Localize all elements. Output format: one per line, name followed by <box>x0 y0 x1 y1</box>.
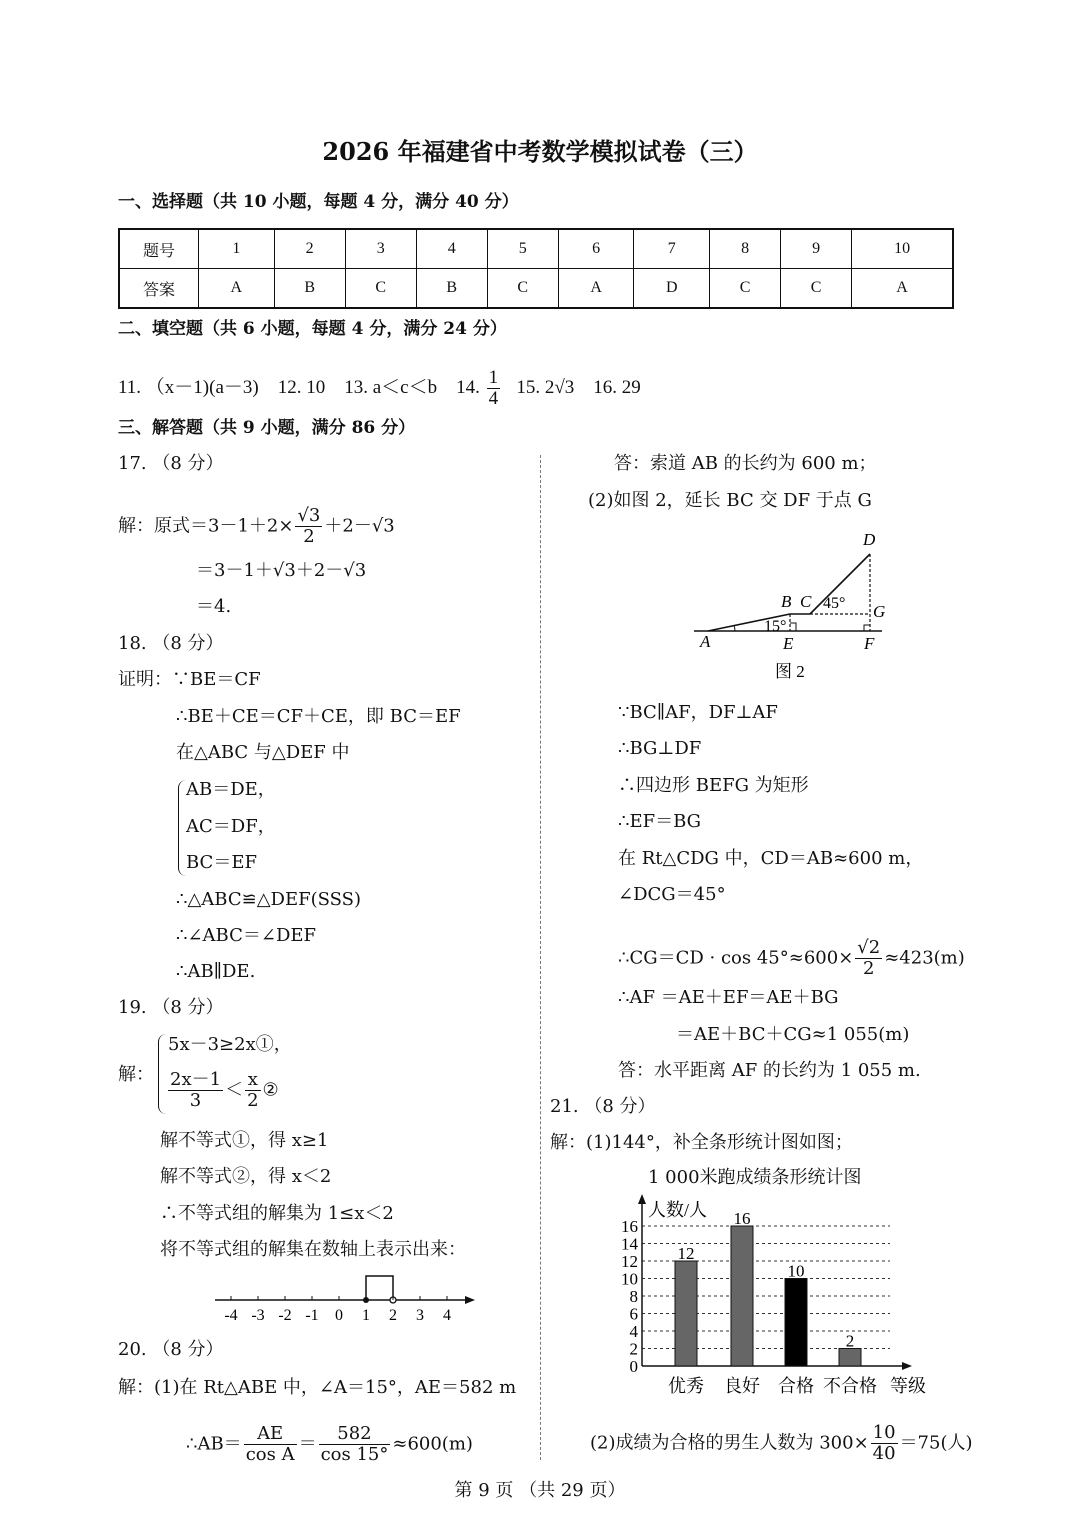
bar-value-label: 12 <box>677 1244 695 1263</box>
q19-line: 将不等式组的解集在数轴上表示出来： <box>160 1239 466 1260</box>
axis-tick-label: 4 <box>443 1307 451 1324</box>
bar-value-label: 16 <box>733 1209 751 1228</box>
number-line <box>205 1268 485 1328</box>
answer-cell: A <box>558 269 634 309</box>
q20-answer1: 答：索道 AB 的长约为 600 m； <box>614 453 877 474</box>
x-category-label: 优秀 <box>668 1376 704 1396</box>
q19-heading: 19. （8 分） <box>118 997 224 1018</box>
svg-text:G: G <box>873 602 886 621</box>
chart-title: 1 000米跑成绩条形统计图 <box>648 1167 862 1188</box>
svg-text:15°: 15° <box>764 618 787 635</box>
bar-value-label: 2 <box>845 1331 855 1351</box>
y-tick-label: 6 <box>629 1304 638 1324</box>
question-number: 6 <box>558 229 634 269</box>
svg-text:F: F <box>864 634 875 653</box>
q20-line: 在 Rt△CDG 中，CD＝AB≈600 m， <box>618 848 924 869</box>
axis-tick-label: -1 <box>305 1307 319 1324</box>
q20-af-line2: ＝AE＋BC＋CG≈1 055(m) <box>676 1024 910 1045</box>
answer-13: 13. a＜c＜b <box>344 376 438 398</box>
x-category-label: 不合格 <box>823 1376 877 1396</box>
y-axis-label: 人数/人 <box>648 1200 708 1220</box>
q19-inequality-2: $\frac{2x-1}{3}$ ＜ $\frac{x}{2}$ ② <box>170 1069 279 1111</box>
answer-14-label: 14. <box>456 376 480 398</box>
q17-line1: 解：原式＝3－1＋2× $\frac{√3}{2}$ ＋2－√3 <box>118 505 395 547</box>
answer-cell: B <box>274 269 345 309</box>
svg-text:图 2: 图 2 <box>775 662 805 681</box>
q18-line: ∴∠ABC＝∠DEF <box>176 925 317 946</box>
answer-cell: D <box>634 269 710 309</box>
question-number: 5 <box>487 229 558 269</box>
q18-heading: 18. （8 分） <box>118 633 224 654</box>
q18-line: BC＝EF <box>186 852 257 873</box>
q19-line: 解不等式②，得 x＜2 <box>160 1166 332 1187</box>
q19-inequality-1: 5x－3≥2x①， <box>168 1034 292 1055</box>
answer-11: 11. （x－1)(a－3) <box>118 376 259 398</box>
axis-tick-label: 2 <box>389 1307 397 1324</box>
svg-text:45°: 45° <box>823 595 846 612</box>
answer-16: 16. 29 <box>593 376 641 398</box>
q18-line: ∴AB∥DE. <box>176 961 256 982</box>
choice-answer-table <box>118 228 954 309</box>
section-fill-heading: 二、填空题（共 6 小题，每题 4 分，满分 24 分） <box>118 319 507 339</box>
y-tick-label: 8 <box>629 1287 638 1306</box>
q17-line3: ＝4. <box>196 596 232 617</box>
table-answer-label: 答案 <box>119 269 199 309</box>
answer-cell: C <box>487 269 558 309</box>
svg-text:E: E <box>783 634 794 653</box>
x-category-label: 合格 <box>778 1376 814 1396</box>
svg-text:C: C <box>800 592 812 611</box>
svg-text:A: A <box>700 632 711 651</box>
svg-text:B: B <box>781 592 792 611</box>
q19-line: 解不等式①，得 x≥1 <box>160 1130 329 1151</box>
question-number: 8 <box>710 229 781 269</box>
y-tick-label: 10 <box>621 1269 638 1289</box>
q18-line: 在△ABC 与△DEF 中 <box>176 742 350 763</box>
q20-line2: ∴AB＝ $\frac{AE}{\text{cos A}}$ ＝ $\frac{582}{\cos 15^\circ}$ ≈600(m) <box>186 1423 473 1465</box>
bar <box>785 1279 807 1367</box>
q18-line: 证明：∵BE＝CF <box>118 669 261 690</box>
q18-line: ∴BE＋CE＝CF＋CE，即 BC＝EF <box>176 706 461 727</box>
svg-text:D: D <box>863 530 876 549</box>
answer-cell: C <box>345 269 416 309</box>
q18-line: ∴△ABC≌△DEF(SSS) <box>176 889 362 910</box>
answer-cell: C <box>781 269 852 309</box>
q20-part2: (2)如图 2，延长 BC 交 DF 于点 G <box>588 490 872 511</box>
answer-12: 12. 10 <box>277 376 326 398</box>
page-footer: 第 9 页 （共 29 页） <box>454 1480 626 1501</box>
q17-heading: 17. （8 分） <box>118 453 224 474</box>
x-axis-arrow <box>902 1362 912 1370</box>
bar <box>839 1349 861 1367</box>
y-tick-label: 4 <box>629 1322 638 1341</box>
bar <box>675 1261 697 1366</box>
q20-line: ∠DCG＝45° <box>618 884 726 905</box>
q20-line: ∴EF＝BG <box>618 811 702 832</box>
axis-tick-label: 3 <box>416 1307 424 1324</box>
y-tick-label: 0 <box>629 1357 638 1376</box>
q20-cg-line: ∴CG＝CD · cos 45°≈600× $\frac{√2}{2}$ ≈423(m) <box>618 937 965 979</box>
question-number: 10 <box>852 229 953 269</box>
y-tick-label: 14 <box>621 1234 638 1254</box>
table-header-label: 题号 <box>119 229 199 269</box>
section-choice-heading: 一、选择题（共 10 小题，每题 4 分，满分 40 分） <box>118 192 519 212</box>
y-tick-label: 2 <box>629 1339 638 1359</box>
question-number: 3 <box>345 229 416 269</box>
answer-cell: B <box>416 269 487 309</box>
answer-cell: A <box>852 269 953 309</box>
q20-line: ∵BC∥AF，DF⊥AF <box>618 702 778 723</box>
q19-line: ∴不等式组的解集为 1≤x＜2 <box>160 1203 394 1224</box>
q20-af-line1: ∴AF ＝AE＋EF＝AE＋BG <box>618 987 839 1008</box>
q19-solve-label: 解： <box>118 1064 154 1085</box>
y-tick-label: 12 <box>621 1252 638 1271</box>
question-number: 2 <box>274 229 345 269</box>
question-number: 9 <box>781 229 852 269</box>
q20-line: ∴四边形 BEFG 为矩形 <box>618 775 809 796</box>
q18-line: AB＝DE， <box>186 779 276 800</box>
q20-answer2: 答：水平距离 AF 的长约为 1 055 m. <box>618 1060 921 1081</box>
q21-heading: 21. （8 分） <box>550 1096 656 1117</box>
question-number: 4 <box>416 229 487 269</box>
q17-line2: ＝3－1＋√3＋2－√3 <box>196 560 367 581</box>
axis-tick-label: -2 <box>278 1307 292 1324</box>
question-number: 1 <box>199 229 275 269</box>
axis-tick-label: -4 <box>224 1307 238 1324</box>
axis-tick-label: -3 <box>251 1307 265 1324</box>
q21-line1: 解：(1)144°，补全条形统计图如图； <box>550 1132 853 1153</box>
q18-line: AC＝DF， <box>186 816 276 837</box>
axis-tick-label: 1 <box>362 1307 370 1324</box>
answer-cell: A <box>199 269 275 309</box>
x-category-label: 良好 <box>724 1376 760 1396</box>
answer-cell: C <box>710 269 781 309</box>
q20-heading: 20. （8 分） <box>118 1339 224 1360</box>
bar-chart <box>600 1192 940 1402</box>
q20-line: ∴BG⊥DF <box>618 738 702 759</box>
q20-line1: 解：(1)在 Rt△ABE 中，∠A＝15°，AE＝582 m <box>118 1377 517 1398</box>
section-solve-heading: 三、解答题（共 9 小题，满分 86 分） <box>118 418 416 438</box>
answer-15: 15. 2√3 <box>516 376 575 398</box>
page-title: 2026 年福建省中考数学模拟试卷（三） <box>322 137 758 166</box>
answer-14-fraction: $\frac{1}{4}$ <box>488 367 499 409</box>
column-divider <box>540 455 541 1460</box>
axis-tick-label: 0 <box>335 1307 343 1324</box>
y-tick-label: 16 <box>621 1217 638 1236</box>
bar-value-label: 10 <box>787 1261 805 1281</box>
question-number: 7 <box>634 229 710 269</box>
y-axis-arrow <box>638 1194 646 1204</box>
x-axis-label: 等级 <box>890 1376 926 1396</box>
q21-line2: (2)成绩为合格的男生人数为 300× $\frac{10}{40}$ ＝75(人) <box>590 1422 973 1464</box>
figure-2 <box>680 525 900 690</box>
bar <box>731 1226 753 1366</box>
fill-answers <box>118 368 641 409</box>
